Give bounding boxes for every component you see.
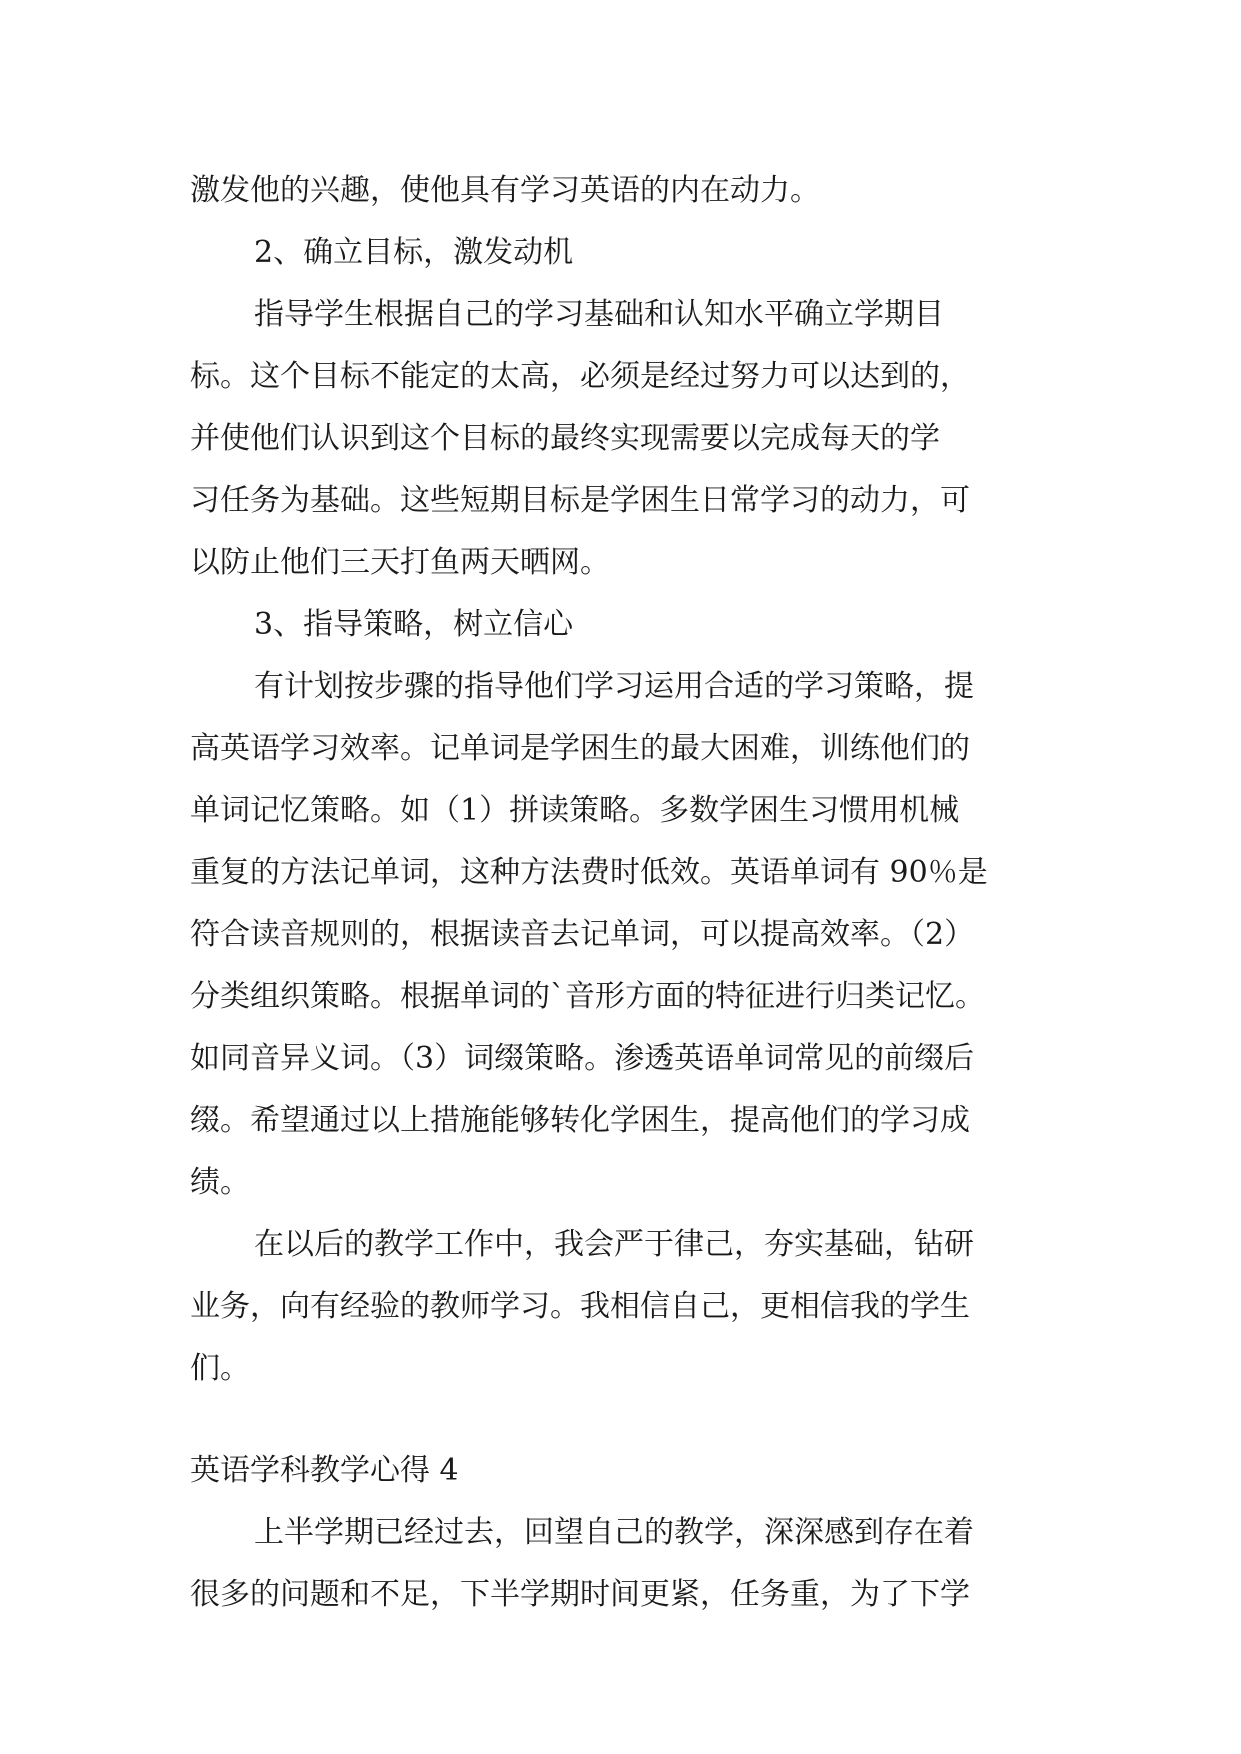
paragraph-line: 符合读音规则的，根据读音去记单词，可以提高效率。（2）: [190, 917, 975, 952]
paragraph-line: 在以后的教学工作中，我会严于律己，夯实基础，钻研: [254, 1227, 974, 1262]
paragraph-line: 如同音异义词。（3）词缀策略。渗透英语单词常见的前缀后: [190, 1041, 975, 1076]
paragraph-line: 上半学期已经过去，回望自己的教学，深深感到存在着: [254, 1515, 974, 1550]
paragraph-line: 缀。希望通过以上措施能够转化学困生，提高他们的学习成: [190, 1103, 970, 1138]
paragraph-line: 高英语学习效率。记单词是学困生的最大困难，训练他们的: [190, 731, 970, 766]
paragraph-line: 重复的方法记单词，这种方法费时低效。英语单词有 90％是: [190, 855, 988, 890]
document-body: [190, 160, 1050, 1626]
paragraph-line: 习任务为基础。这些短期目标是学困生日常学习的动力，可: [190, 483, 970, 518]
paragraph-line: 有计划按步骤的指导他们学习运用合适的学习策略，提: [254, 669, 974, 704]
paragraph-line: 激发他的兴趣，使他具有学习英语的内在动力。: [190, 173, 820, 208]
section-heading-2: 2、确立目标，激发动机: [254, 235, 574, 270]
paragraph-line: 很多的问题和不足，下半学期时间更紧，任务重，为了下学: [190, 1577, 970, 1612]
paragraph-line: 分类组织策略。根据单词的`音形方面的特征进行归类记忆。: [190, 979, 985, 1014]
paragraph-line: 标。这个目标不能定的太高，必须是经过努力可以达到的，: [190, 359, 970, 394]
article-title: 英语学科教学心得 4: [190, 1453, 459, 1488]
paragraph-line: 绩。: [190, 1165, 250, 1200]
paragraph-line: 业务，向有经验的教师学习。我相信自己，更相信我的学生: [190, 1289, 970, 1324]
paragraph-line: 以防止他们三天打鱼两天晒网。: [190, 545, 610, 580]
paragraph-line: 指导学生根据自己的学习基础和认知水平确立学期目: [254, 297, 944, 332]
paragraph-line: 单词记忆策略。如（1）拼读策略。多数学困生习惯用机械: [190, 793, 960, 828]
paragraph-line: 们。: [190, 1351, 250, 1386]
paragraph-line: 并使他们认识到这个目标的最终实现需要以完成每天的学: [190, 421, 940, 456]
section-heading-3: 3、指导策略，树立信心: [254, 607, 574, 642]
